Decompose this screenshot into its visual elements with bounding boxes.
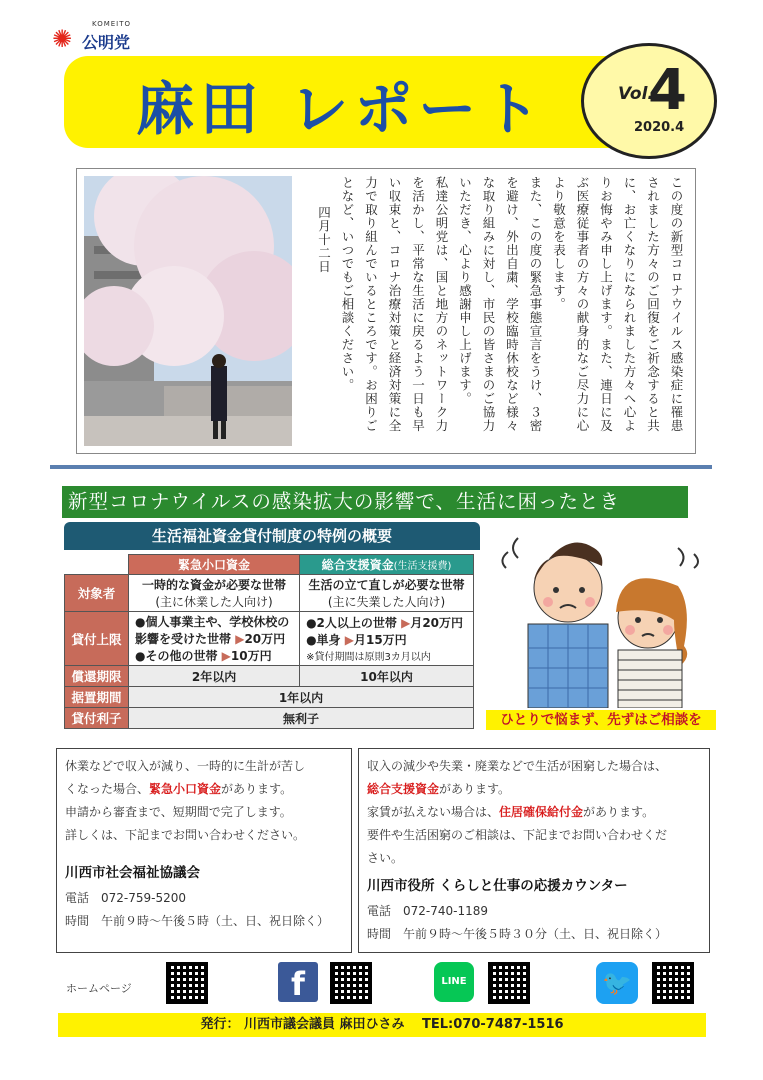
intro-paragraph-1: この度の新型コロナウイルス感染症に罹患されました方々のご回復をご祈念すると共に、お亡くなりになられました方々へ心よりお悔やみ申し上げます。また、連日に及ぶ医療従事者の方々の献身的なご尽力に心より敬意を表します。: [551, 176, 684, 433]
box2-text: 家賃が払えない場合は、: [367, 805, 500, 819]
report-title: 麻田 レポート: [136, 75, 547, 143]
arrow-icon: ▶: [344, 633, 354, 647]
box1-hours: 時間 午前９時～午後５時（土、日、祝日除く）: [65, 914, 330, 928]
homepage-label: ホームページ: [66, 982, 132, 995]
worried-people-icon: [498, 528, 712, 708]
table-cell: [129, 575, 300, 612]
table-row: [65, 687, 474, 708]
table-cell: [300, 612, 474, 666]
loan-table: [64, 554, 474, 729]
publisher-line: 発行： 川西市議会議員 麻田ひさみ TEL:070-7487-1516: [58, 1013, 706, 1037]
table-cell: 10年以内: [300, 666, 474, 687]
intro-paragraph-3: 私達公明党は、国と地方のネットワーク力を活かし、平常な生活に戻るよう一日も早い収束と、コロナ治療対策と経済対策に全力で取り組んでいるところです。お困りごとなど、いつでもご相談ください。: [340, 176, 449, 433]
sun-logo-icon: ✺: [52, 25, 73, 53]
photo-image: [84, 176, 292, 446]
homepage-qr-icon[interactable]: [166, 962, 208, 1004]
table-cell: 2年以内: [129, 666, 300, 687]
row-label: 償還期限: [65, 666, 129, 687]
box1-line: 申請から審査まで、短期間で完了します。: [65, 805, 292, 819]
box1-org: 川西市社会福祉協議会: [65, 865, 200, 881]
line-qr-icon[interactable]: [488, 962, 530, 1004]
col-emergency-fund: [129, 555, 300, 575]
table-cell: [300, 575, 474, 612]
cell-value: 10万円: [230, 649, 272, 663]
party-name: 公明党: [82, 33, 131, 52]
box1-line: [65, 778, 343, 801]
intro-date: 四月十二日: [316, 206, 332, 274]
cell-value: 20万円: [244, 632, 286, 646]
cell-text: ●単身: [306, 633, 341, 647]
loan-table-section: [64, 522, 480, 732]
vol-label: Vol.: [618, 84, 654, 104]
consult-caption: ひとりで悩まず、先ずはご相談を: [486, 710, 716, 730]
box1-highlight: 緊急小口資金: [149, 782, 222, 796]
covid-headline: 新型コロナウイルスの感染拡大の影響で、生活に困ったとき: [62, 486, 688, 518]
worried-couple-illustration: [498, 528, 712, 708]
cherry-blossom-photo: [84, 176, 292, 446]
table-corner: [65, 555, 129, 575]
vol-number: 4: [648, 58, 687, 123]
box1-text: くなった場合、: [65, 782, 150, 796]
cell-text: 影響を受けた世帯: [135, 632, 232, 646]
cell-text: ●個人事業主や、学校休校の: [135, 615, 290, 629]
issue-date: 2020.4: [634, 120, 685, 135]
table-cell: 1年以内: [129, 687, 474, 708]
facebook-icon[interactable]: f: [278, 962, 318, 1002]
table-cell: [129, 612, 300, 666]
row-label: 貸付上限: [65, 612, 129, 666]
cell-value: 月15万円: [353, 633, 407, 647]
table-row: [65, 666, 474, 687]
row-label: 貸付利子: [65, 708, 129, 729]
box2-tel: 電話 072-740-1189: [367, 904, 489, 918]
cell-note: ※貸付期間は原則3カ月以内: [306, 652, 431, 663]
arrow-icon: ▶: [401, 616, 411, 630]
general-support-box: [358, 748, 710, 953]
box2-line: [367, 778, 701, 801]
box2-line: [367, 801, 701, 824]
box2-highlight: 総合支援資金: [367, 782, 440, 796]
box1-line: 休業などで収入が減り、一時的に生計が苦し: [65, 759, 306, 773]
box2-line: さい。: [367, 851, 404, 865]
box1-tel: 電話 072-759-5200: [65, 891, 187, 905]
arrow-icon: ▶: [221, 649, 231, 663]
line-icon[interactable]: LINE: [434, 962, 474, 1002]
section-divider: [50, 465, 712, 469]
table-cell: 無利子: [129, 708, 474, 729]
cell-text: (主に失業した人向け): [327, 595, 446, 609]
cell-text: ●その他の世帯: [135, 649, 218, 663]
col2-label: 総合支援資金: [321, 558, 394, 572]
table-row: [65, 612, 474, 666]
box2-hours: 時間 午前９時～午後５時３０分（土、日、祝日除く）: [367, 927, 668, 941]
twitter-qr-icon[interactable]: [652, 962, 694, 1004]
intro-message: [308, 176, 688, 444]
col-general-support: [300, 555, 474, 575]
intro-paragraph-2: また、この度の緊急事態宣言をうけ、３密を避け、外出自粛、学校臨時休校など様々な取り組みに対し、市民の皆さまのご協力いただき、心より感謝申し上げます。: [457, 176, 543, 433]
col1-label: 緊急小口資金: [178, 558, 251, 572]
row-label: 対象者: [65, 575, 129, 612]
emergency-fund-box: [56, 748, 352, 953]
box1-text: があります。: [221, 782, 293, 796]
table-row: [65, 708, 474, 729]
facebook-qr-icon[interactable]: [330, 962, 372, 1004]
arrow-icon: ▶: [235, 632, 245, 646]
col2-sublabel: (生活支援費): [393, 561, 452, 572]
box2-text: があります。: [439, 782, 511, 796]
box1-line: 詳しくは、下記までお問い合わせください。: [65, 828, 306, 842]
cell-value: 月20万円: [410, 616, 464, 630]
box2-line: 要件や生活困窮のご相談は、下記までお問い合わせくだ: [367, 828, 668, 842]
cell-text: ●2人以上の世帯: [306, 616, 397, 630]
box2-line: 収入の減少や失業・廃業などで生活が困窮した場合は、: [367, 759, 668, 773]
cell-text: 一時的な資金が必要な世帯: [142, 578, 287, 592]
loan-table-title: 生活福祉資金貸付制度の特例の概要: [64, 522, 480, 550]
cell-text: (主に休業した人向け): [155, 595, 273, 609]
party-sub: KOMEITO: [92, 20, 132, 28]
row-label: 据置期間: [65, 687, 129, 708]
table-row: [65, 575, 474, 612]
box2-org: 川西市役所 くらしと仕事の応援カウンター: [367, 878, 628, 894]
box2-text: があります。: [583, 805, 655, 819]
twitter-icon[interactable]: 🐦: [596, 962, 638, 1004]
cell-text: 生活の立て直しが必要な世帯: [308, 578, 465, 592]
box2-highlight: 住居確保給付金: [499, 805, 584, 819]
party-logo: [52, 20, 162, 56]
